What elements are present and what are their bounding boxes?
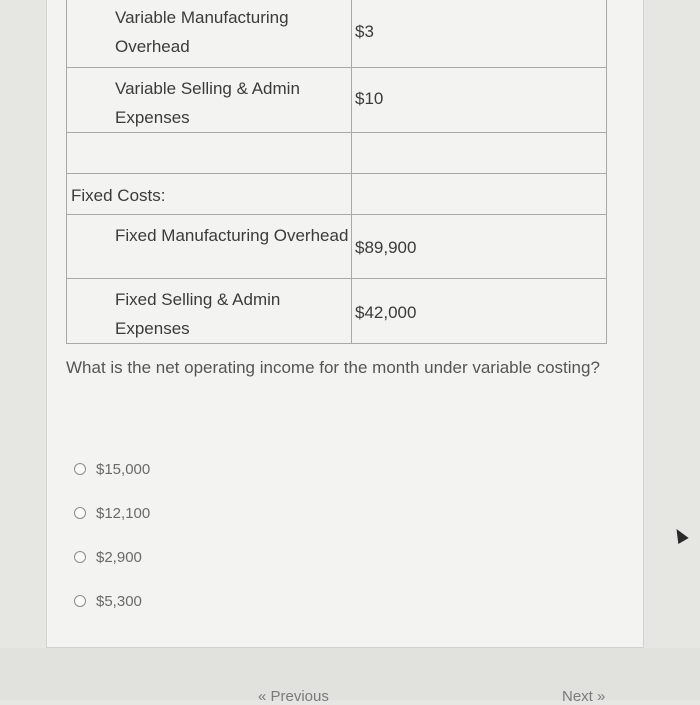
radio-button[interactable] [74,507,86,519]
table-row [67,68,607,133]
answer-label: $5,300 [96,592,142,610]
table-row [67,0,607,68]
answer-label: $12,100 [96,504,151,522]
radio-button[interactable] [74,551,86,563]
table-row [67,174,607,215]
next-button[interactable]: Next » [562,688,606,705]
mouse-cursor-icon [671,526,688,544]
table-row [67,215,607,279]
row-label [67,133,351,139]
row-label: Variable Selling & Admin Expenses [115,79,300,127]
answer-option-3[interactable] [74,546,150,568]
question-text: What is the net operating income for the month under variable costing? [66,358,600,377]
table-row [67,279,607,344]
row-label: Variable Manufacturing Overhead [115,8,289,56]
answer-option-1[interactable] [74,458,150,480]
table-row [67,133,607,174]
row-label: Fixed Manufacturing Overhead [115,226,349,245]
row-value: $42,000 [355,303,417,322]
row-label: Fixed Selling & Admin Expenses [115,290,281,338]
radio-button[interactable] [74,463,86,475]
radio-button[interactable] [74,595,86,607]
section-label-fixed-costs: Fixed Costs: [71,186,166,205]
previous-button[interactable]: « Previous [258,688,329,705]
row-value: $89,900 [355,238,417,257]
navigation-bar [0,648,700,705]
answer-label: $2,900 [96,548,142,566]
cost-data-table [66,0,607,344]
row-value: $3 [355,22,374,41]
answer-label: $15,000 [96,460,151,478]
answer-option-2[interactable] [74,502,150,524]
answer-choices [74,458,150,634]
row-value: $10 [355,89,384,108]
answer-option-4[interactable] [74,590,150,612]
